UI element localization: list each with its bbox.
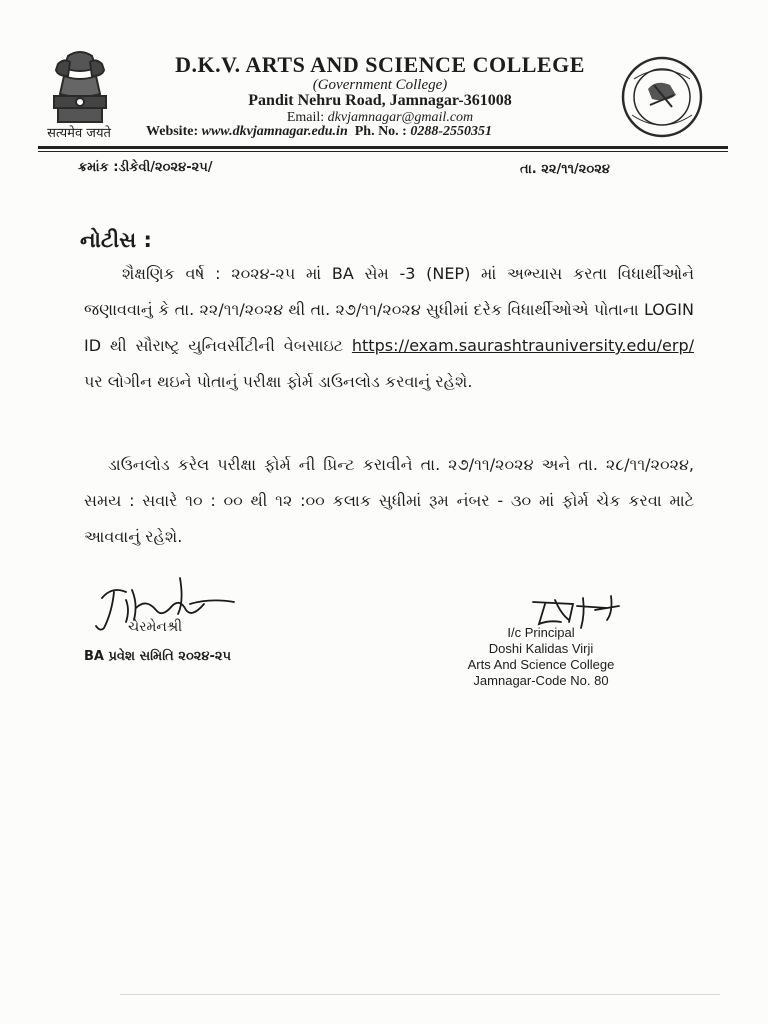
notice-paragraph-1: [84, 256, 694, 400]
header-rule-thin: [38, 151, 728, 152]
phone-value: 0288-2550351: [410, 124, 493, 139]
emblem-motto: सत्यमेव जयते: [47, 126, 111, 141]
website-label: Website:: [146, 124, 199, 139]
notice-heading: નોટીસ :: [80, 228, 152, 252]
website-value: www.dkvjamnagar.edu.in: [201, 124, 348, 139]
page-bottom-edge: [120, 994, 720, 995]
reference-date: તા. ૨૨/૧૧/૨૦૨૪: [520, 162, 610, 177]
chairman-title: ચેરમેનશ્રી: [128, 619, 183, 635]
college-contact-line: [146, 124, 616, 140]
reference-number: ક્રમાંક :ડીકેવી/૨૦૨૪-૨૫/: [78, 160, 213, 175]
principal-code: Jamnagar-Code No. 80: [473, 673, 609, 688]
principal-college: Arts And Science College: [467, 657, 615, 672]
principal-name: Doshi Kalidas Virji: [488, 641, 594, 656]
notice-paragraph-1-text: શૈક્ષણિક વર્ષ : ૨૦૨૪-૨૫ માં BA સેમ -3 (NEP) માં અભ્યાસ કરતા વિધાર્થીઓને જણાવવાનું કે તા. ૨૨/૧૧/૨૦૨૪ થી તા. ૨૭/૧૧/૨૦૨૪ સુધીમાં દરેક વિધાર્થીઓએ પોતાના LOGIN ID થી સૌરાષ્ટ્ર યુનિવર્સીટીની વેબસાઇટ: [84, 264, 694, 355]
principal-block: [446, 625, 636, 689]
email-label: Email:: [286, 110, 325, 125]
notice-paragraph-1-after: પર લોગીન થઇને પોતાનું પરીક્ષા ફોર્મ ડાઉનલોડ કરવાનું રહેશે.: [84, 372, 473, 391]
phone-label: Ph. No. :: [354, 124, 407, 139]
university-exam-link[interactable]: https://exam.saurashtrauniversity.edu/erp/: [351, 336, 694, 355]
college-subtitle: (Government College): [312, 77, 448, 93]
committee-name: BA પ્રવેશ સમિતિ ૨૦૨૪-૨૫: [84, 649, 232, 664]
header-rule: [38, 146, 728, 149]
college-name: D.K.V. ARTS AND SCIENCE COLLEGE: [175, 52, 585, 77]
college-seal-icon: [620, 55, 704, 139]
notice-paragraph-2: ડાઉનલોડ કરેલ પરીક્ષા ફોર્મ ની પ્રિન્ટ કરાવીને તા. ૨૭/૧૧/૨૦૨૪ અને તા. ૨૮/૧૧/૨૦૨૪, સમય : સવારે ૧૦ : ૦૦ થી ૧૨ :૦૦ કલાક સુધીમાં રૂમ નંબર - ૩૦ માં ફોર્મ ચેક કરવા માટે આવવાનું રહેશે.: [84, 455, 694, 546]
email-value: dkvjamnagar@gmail.com: [327, 110, 474, 125]
principal-title: I/c Principal: [507, 625, 575, 640]
college-address: Pandit Nehru Road, Jamnagar-361008: [248, 92, 512, 109]
